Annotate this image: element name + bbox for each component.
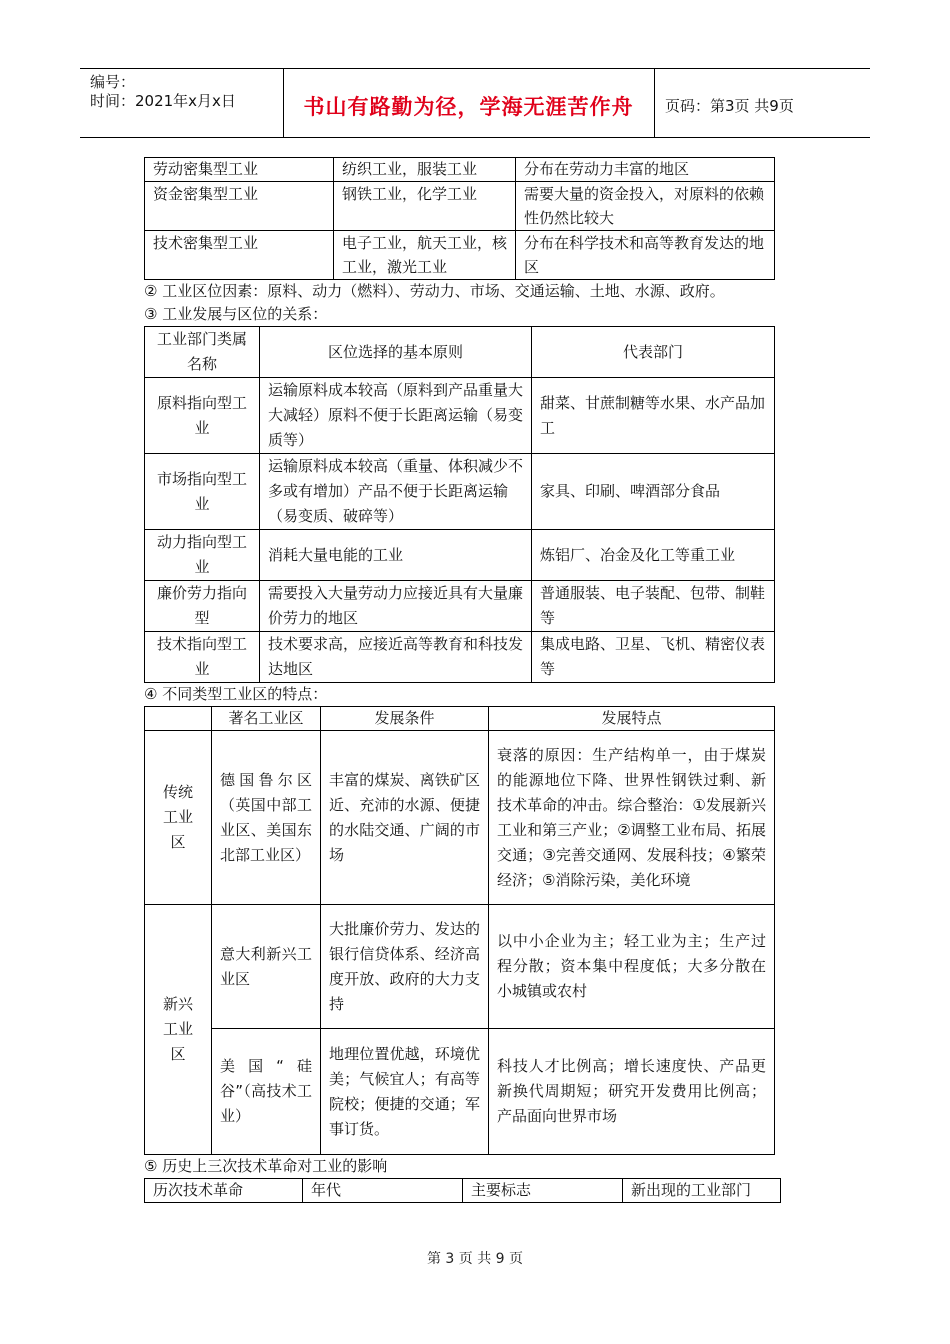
table-row [145, 182, 775, 231]
header-motto-cell [283, 69, 655, 137]
location-factors-text: ② 工业区位因素：原料、动力（燃料）、劳动力、市场、交通运输、土地、水源、政府。 [144, 282, 725, 300]
header-page-cell [655, 69, 870, 137]
page-footer: 第 3 页 共 9 页 [426, 1251, 524, 1267]
table-row [145, 905, 775, 1029]
industry-type-table [144, 157, 775, 280]
document-number-label: 编号： [90, 73, 136, 91]
table-cell: 意大利新兴工业区 [212, 905, 321, 1029]
table-row [145, 632, 775, 683]
table-cell: 衰落的原因：生产结构单一，由于煤炭的能源地位下降、世界性钢铁过剩、新技术革命的冲击。综合整治：①发展新兴工业和第三产业；②调整工业布局、拓展交通；③完善交通网、发展科技；④繁荣经济；⑤消除污染，美化环境 [489, 731, 775, 905]
region-group-label: 传统工业区 [145, 731, 212, 905]
column-header: 主要标志 [463, 1179, 623, 1203]
table-cell: 运输原料成本较高（重量、体积减少不多或有增加）产品不便于长距离运输（易变质、破碎等） [260, 454, 532, 530]
table-cell: 电子工业，航天工业，核工业，激光工业 [334, 231, 516, 280]
table-cell: 甜菜、甘蔗制糖等水果、水产品加工 [532, 378, 775, 454]
table-cell: 美国“硅谷”（高技术工业） [212, 1029, 321, 1155]
document-time-label: 时间：2021年x月x日 [90, 92, 236, 110]
section-3-heading: ③ 工业发展与区位的关系： [144, 305, 328, 323]
page-content [144, 157, 784, 1203]
table-cell: 原料指向型工业 [145, 378, 260, 454]
table-cell: 大批廉价劳力、发达的银行信贷体系、经济高度开放、政府的大力支持 [321, 905, 489, 1029]
table-cell: 丰富的煤炭、离铁矿区近、充沛的水源、便捷的水陆交通、广阔的市场 [321, 731, 489, 905]
column-header [145, 707, 212, 731]
column-header: 年代 [303, 1179, 463, 1203]
column-header: 发展特点 [489, 707, 775, 731]
column-header: 代表部门 [532, 327, 775, 378]
table-row [145, 1029, 775, 1155]
table-cell: 集成电路、卫星、飞机、精密仪表等 [532, 632, 775, 683]
table-cell: 技术要求高，应接近高等教育和科技发达地区 [260, 632, 532, 683]
column-header: 新出现的工业部门 [623, 1179, 781, 1203]
column-header: 工业部门类属名称 [145, 327, 260, 378]
table-cell: 劳动密集型工业 [145, 158, 334, 182]
table-cell: 分布在劳动力丰富的地区 [516, 158, 775, 182]
tech-revolution-table [144, 1178, 781, 1203]
column-header: 区位选择的基本原则 [260, 327, 532, 378]
table-row [145, 530, 775, 581]
table-row [145, 454, 775, 530]
table-cell: 运输原料成本较高（原料到产品重量大大减轻）原料不便于长距离运输（易变质等） [260, 378, 532, 454]
table-cell: 技术指向型工业 [145, 632, 260, 683]
header-page-label: 页码：第3页 共9页 [665, 97, 794, 115]
table-cell: 廉价劳力指向型 [145, 581, 260, 632]
table-cell: 德国鲁尔区（英国中部工业区、美国东北部工业区） [212, 731, 321, 905]
table-row [145, 731, 775, 905]
table-cell: 地理位置优越，环境优美；气候宜人；有高等院校；便捷的交通；军事订货。 [321, 1029, 489, 1155]
header-meta-cell [80, 69, 284, 137]
header-motto: 书山有路勤为径，学海无涯苦作舟 [303, 95, 634, 119]
table-cell: 普通服装、电子装配、包带、制鞋等 [532, 581, 775, 632]
column-header: 历次技术革命 [145, 1179, 303, 1203]
table-row [145, 378, 775, 454]
table-cell: 钢铁工业，化学工业 [334, 182, 516, 231]
location-orientation-table [144, 326, 775, 683]
column-header: 著名工业区 [212, 707, 321, 731]
table-cell: 动力指向型工业 [145, 530, 260, 581]
table-row [145, 158, 775, 182]
region-group-label: 新兴工业区 [145, 905, 212, 1155]
table-header-row [145, 327, 775, 378]
table-cell: 需要投入大量劳动力应接近具有大量廉价劳力的地区 [260, 581, 532, 632]
table-cell: 科技人才比例高；增长速度快、产品更新换代周期短；研究开发费用比例高；产品面向世界市场 [489, 1029, 775, 1155]
column-header: 发展条件 [321, 707, 489, 731]
table-cell: 炼铝厂、冶金及化工等重工业 [532, 530, 775, 581]
table-row [145, 581, 775, 632]
table-cell: 资金密集型工业 [145, 182, 334, 231]
page-header [80, 68, 870, 138]
table-cell: 市场指向型工业 [145, 454, 260, 530]
table-header-row [145, 1179, 781, 1203]
section-5-heading: ⑤ 历史上三次技术革命对工业的影响 [144, 1157, 388, 1175]
table-cell: 纺织工业，服装工业 [334, 158, 516, 182]
industrial-region-table [144, 706, 775, 1155]
table-cell: 家具、印刷、啤酒部分食品 [532, 454, 775, 530]
table-header-row [145, 707, 775, 731]
section-4-heading: ④ 不同类型工业区的特点： [144, 685, 328, 703]
table-cell: 消耗大量电能的工业 [260, 530, 532, 581]
table-cell: 以中小企业为主；轻工业为主；生产过程分散；资本集中程度低；大多分散在小城镇或农村 [489, 905, 775, 1029]
table-cell: 需要大量的资金投入，对原料的依赖性仍然比较大 [516, 182, 775, 231]
table-cell: 分布在科学技术和高等教育发达的地区 [516, 231, 775, 280]
table-cell: 技术密集型工业 [145, 231, 334, 280]
table-row [145, 231, 775, 280]
